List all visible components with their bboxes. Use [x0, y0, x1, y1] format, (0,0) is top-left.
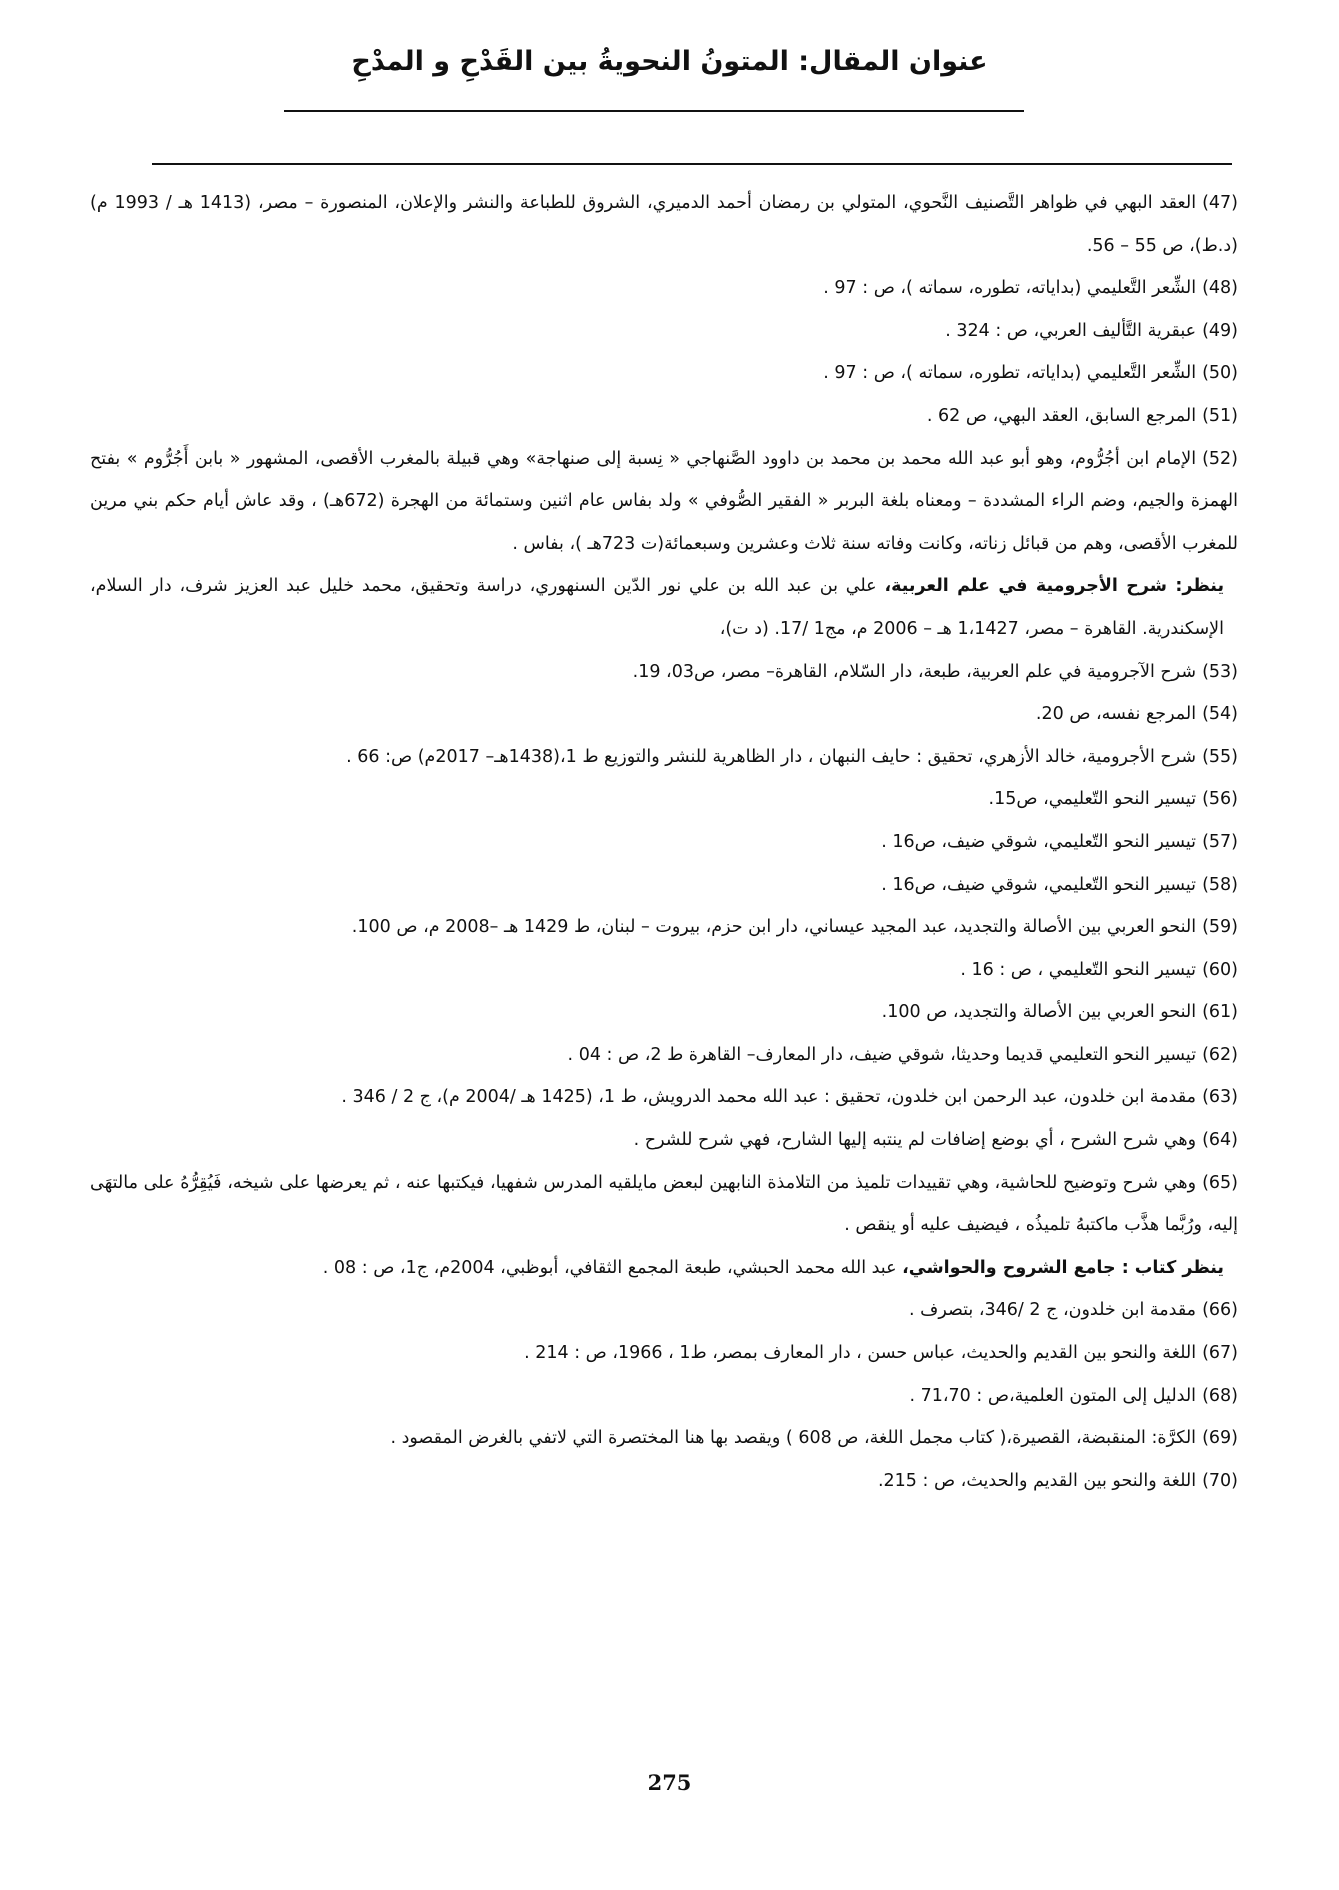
footnote	[90, 395, 1238, 438]
footnote	[90, 736, 1238, 779]
footnote-text: عبد الله محمد الحبشي، طبعة المجمع الثقافي، أبوظبي، 2004م، ج1، ص : 08 .	[322, 1257, 903, 1278]
footnote	[90, 1332, 1238, 1375]
footnote-number: (63)	[1202, 1087, 1238, 1108]
footnote-number: (55)	[1202, 746, 1238, 767]
footnote	[90, 267, 1238, 310]
footnote	[90, 1076, 1238, 1119]
footnote-number: (54)	[1202, 704, 1238, 725]
footnote-label: ينظر كتاب : جامع الشروح والحواشي،	[902, 1257, 1224, 1278]
footnote-text: الدليل إلى المتون العلمية،ص : 71،70 .	[909, 1385, 1197, 1406]
footnote-text: مقدمة ابن خلدون، عبد الرحمن ابن خلدون، تحقيق : عبد الله محمد الدرويش، ط 1، (1425 هـ /2004 م)، ج 2 / 346 .	[341, 1087, 1197, 1108]
footnote-text: النحو العربي بين الأصالة والتجديد، عبد المجيد عيساني، دار ابن حزم، بيروت – لبنان، ط 1429 هـ –2008 م، ص 100.	[351, 917, 1197, 938]
footnote-text: اللغة والنحو بين القديم والحديث، ص : 215.	[877, 1470, 1197, 1491]
footnote	[90, 1034, 1238, 1077]
footnote-text: الكرَّة: المنقبضة، القصيرة،( كتاب مجمل اللغة، ص 608 ) ويقصد بها هنا المختصرة التي لاتفي بالغرض المقصود .	[390, 1428, 1197, 1449]
footnote-text: تيسير النحو التّعليمي، شوقي ضيف، ص16 .	[881, 831, 1197, 852]
footnote	[90, 310, 1238, 353]
footnote	[90, 352, 1238, 395]
footnote	[90, 693, 1238, 736]
footnote	[90, 778, 1238, 821]
footnote-text: عبقرية التَّأليف العربي، ص : 324 .	[945, 320, 1197, 341]
footnote-number: (64)	[1202, 1130, 1238, 1151]
footnote-number: (53)	[1202, 661, 1238, 682]
footnote-reference	[90, 565, 1238, 650]
footnotes-list	[90, 182, 1238, 1502]
footnote	[90, 1460, 1238, 1503]
footnote	[90, 1417, 1238, 1460]
footnote-text: اللغة والنحو بين القديم والحديث، عباس حسن ، دار المعارف بمصر، ط1 ، 1966، ص : 214 .	[524, 1343, 1197, 1364]
footnote-number: (51)	[1202, 405, 1238, 426]
footnote-text: المرجع السابق، العقد البهي، ص 62 .	[926, 405, 1197, 426]
footnote-text: تيسير النحو التّعليمي، ص15.	[988, 789, 1197, 810]
footnote-number: (61)	[1202, 1002, 1238, 1023]
footnote	[90, 864, 1238, 907]
footnote	[90, 991, 1238, 1034]
footnote-number: (48)	[1202, 278, 1238, 299]
footnote-text: وهي شرح وتوضيح للحاشية، وهي تقييدات تلميذ من التلامذة النابهين لبعض مايلقيه المدرس شفهيا، فيكتبها عنه ، ثم يعرضها على شيخه، فَيُقِرُّهُ على مالتهَى إليه، ورُبَّما هذَّب ماكتبهُ تلميذُه ، فيضيف عليه أو ينقص .	[90, 1172, 1238, 1236]
footnote-text: الإمام ابن أجُرُّوم، وهو أبو عبد الله محمد بن محمد بن داوود الصَّنهاجي « نِسبة إلى صنهاجة» وهي قبيلة بالمغرب الأقصى، المشهور « بابن أَجُرُّوم » بفتح الهمزة والجيم، وضم الراء المشددة – ومعناه بلغة البربر « الفقير الصُّوفي » ولد بفاس عام اثنين وستمائة من الهجرة (672هـ) ، وقد عاش أيام حكم بني مرين للمغرب الأقصى، وهم من قبائل زناته، وكانت وفاته سنة ثلاث وعشرين وسبعمائة(ت 723هـ )، بفاس .	[90, 448, 1238, 554]
footnote-number: (57)	[1202, 831, 1238, 852]
footnote-text: شرح الأجرومية، خالد الأزهري، تحقيق : حايف النبهان ، دار الظاهرية للنشر والتوزيع ط 1،(1438هـ– 2017م) ص: 66 .	[346, 746, 1197, 767]
footnote	[90, 949, 1238, 992]
footnote	[90, 651, 1238, 694]
footnote	[90, 1289, 1238, 1332]
title-underline	[284, 110, 1024, 112]
footnote-number: (59)	[1202, 917, 1238, 938]
footnote-number: (68)	[1202, 1385, 1238, 1406]
footnote-number: (70)	[1202, 1470, 1238, 1491]
footnote-number: (52)	[1202, 448, 1238, 469]
footnote	[90, 821, 1238, 864]
footnote	[90, 1119, 1238, 1162]
footnote-number: (69)	[1202, 1428, 1238, 1449]
page-header	[0, 44, 1339, 80]
footnote-number: (49)	[1202, 320, 1238, 341]
footnote-number: (50)	[1202, 363, 1238, 384]
footnote-reference	[90, 1247, 1238, 1290]
footnote-text: الشِّعر التَّعليمي (بداياته، تطوره، سماته )، ص : 97 .	[823, 363, 1197, 384]
footnote-number: (60)	[1202, 959, 1238, 980]
footnote	[90, 438, 1238, 566]
footnote-text: تيسير النحو التّعليمي، شوقي ضيف، ص16 .	[881, 874, 1197, 895]
footnote-text: مقدمة ابن خلدون، ج 2 /346، بتصرف .	[909, 1300, 1197, 1321]
footnote-number: (58)	[1202, 874, 1238, 895]
footnote-number: (62)	[1202, 1044, 1238, 1065]
footnote-number: (66)	[1202, 1300, 1238, 1321]
footnote	[90, 906, 1238, 949]
footnote-number: (67)	[1202, 1343, 1238, 1364]
footnote	[90, 182, 1238, 267]
footnote-text: وهي شرح الشرح ، أي بوضع إضافات لم ينتبه إليها الشارح، فهي شرح للشرح .	[633, 1130, 1197, 1151]
footnote-text: تيسير النحو التعليمي قديما وحديثا، شوقي ضيف، دار المعارف– القاهرة ط 2، ص : 04 .	[567, 1044, 1197, 1065]
footnote	[90, 1162, 1238, 1247]
footnote-text: شرح الآجرومية في علم العربية، طبعة، دار السّلام، القاهرة– مصر، ص03، 19.	[632, 661, 1197, 682]
article-title: عنوان المقال: المتونُ النحويةُ بين القَدْحِ و المدْحِ	[351, 46, 988, 77]
footnote-text: علي بن عبد الله بن علي نور الدّين السنهوري، دراسة وتحقيق، محمد خليل عبد العزيز شرف، دار السلام، الإسكندرية. القاهرة – مصر، 1،1427 هـ – 2006 م، مج1 /17. (د ت)،	[90, 576, 1224, 639]
footnotes-separator	[152, 163, 1232, 165]
page-number: 275	[647, 1770, 692, 1795]
footnote-text: تيسير النحو التّعليمي ، ص : 16 .	[960, 959, 1197, 980]
footnote-text: العقد البهي في ظواهر التَّصنيف النَّحوي، المتولي بن رمضان أحمد الدميري، الشروق للطباعة والنشر والإعلان، المنصورة – مصر، (1413 هـ / 1993 م) (د.ط)، ص 55 – 56.	[90, 193, 1238, 256]
footnote	[90, 1375, 1238, 1418]
footnote-text: النحو العربي بين الأصالة والتجديد، ص 100.	[881, 1002, 1197, 1023]
footnote-number: (65)	[1202, 1172, 1238, 1193]
footnote-number: (56)	[1202, 789, 1238, 810]
footnote-number: (47)	[1202, 193, 1238, 213]
footnote-label: ينظر: شرح الأجرومية في علم العربية،	[884, 576, 1225, 597]
footnote-text: الشِّعر التَّعليمي (بداياته، تطوره، سماته )، ص : 97 .	[823, 278, 1197, 299]
footnote-text: المرجع نفسه، ص 20.	[1035, 704, 1197, 725]
